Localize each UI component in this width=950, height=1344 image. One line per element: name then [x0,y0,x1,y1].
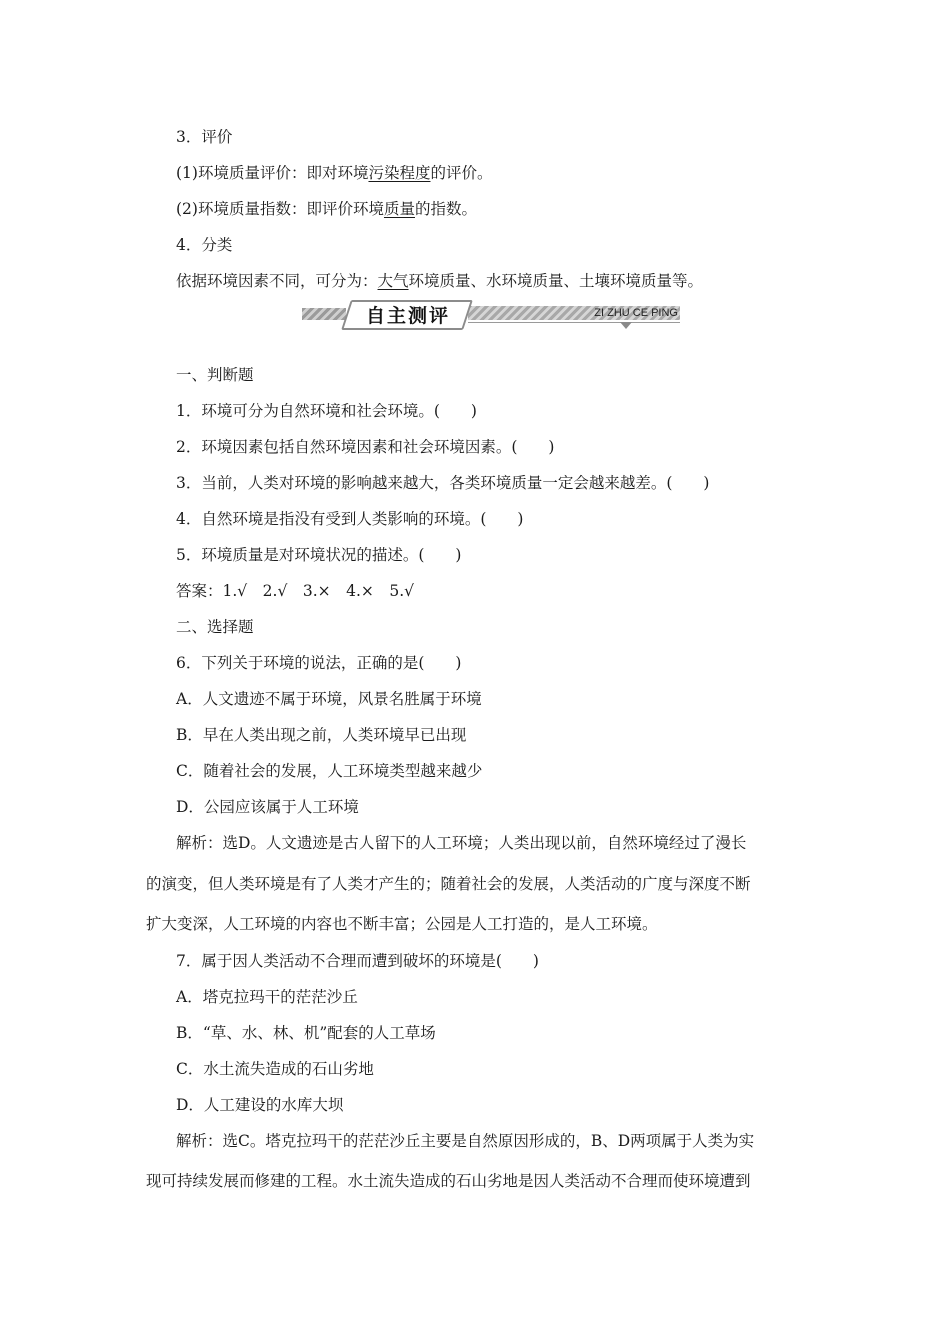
question-7-option-a: A．塔克拉玛干的茫茫沙丘 [176,988,358,1006]
section3-item2 [176,199,477,219]
question-7-explanation-2: 现可持续发展而修建的工程。水土流失造成的石山劣地是因人类活动不合理而使环境遭到 [146,1172,751,1190]
section4-text-blank: 大气 [377,272,409,290]
banner-baseline [468,322,680,323]
section3-item1-blank: 污染程度 [368,164,431,182]
question-6-stem: 6．下列关于环境的说法，正确的是( ) [176,654,462,672]
section3-item2-tail: 的指数。 [414,200,477,218]
part2-heading: 二、选择题 [176,618,254,636]
section-banner [302,300,680,330]
section3-item1-text: (1)环境质量评价：即对环境 [176,164,369,182]
banner-subtitle: ZI ZHU CE PING [594,307,678,319]
question-6-option-b: B．早在人类出现之前，人类环境早已出现 [176,726,467,744]
banner-title: 自主测评 [365,305,450,327]
chevron-down-icon [620,322,632,329]
question-6-option-a: A．人文遗迹不属于环境，风景名胜属于环境 [176,690,482,708]
section4-heading: 4．分类 [176,236,233,254]
question-6-explanation-1: 解析：选D。人文遗迹是古人留下的人工环境；人类出现以前，自然环境经过了漫长 [176,834,747,852]
question-6-option-c: C．随着社会的发展，人工环境类型越来越少 [176,762,483,780]
question-7-option-c: C．水土流失造成的石山劣地 [176,1060,374,1078]
question-7-stem: 7．属于因人类活动不合理而遭到破坏的环境是( ) [176,952,539,970]
question-7-option-d: D．人工建设的水库大坝 [176,1096,344,1114]
question-7-option-b: B．“草、水、林、机”配套的人工草场 [176,1024,436,1042]
section3-item1 [176,163,493,183]
question-3: 3．当前，人类对环境的影响越来越大，各类环境质量一定会越来越差。( ) [176,474,710,492]
question-6-option-d: D．公园应该属于人工环境 [176,798,359,816]
question-6-explanation-3: 扩大变深，人工环境的内容也不断丰富；公园是人工打造的，是人工环境。 [146,915,658,933]
section3-item2-blank: 质量 [383,200,415,218]
banner-left-stripe [302,308,346,320]
section3-item2-text: (2)环境质量指数：即评价环境 [176,200,384,218]
question-7-explanation-1: 解析：选C。塔克拉玛干的茫茫沙丘主要是自然原因形成的，B、D两项属于人类为实 [176,1132,755,1150]
section4-text [176,271,703,291]
question-6-explanation-2: 的演变，但人类环境是有了人类才产生的；随着社会的发展，人类活动的广度与深度不断 [146,875,751,893]
question-1: 1．环境可分为自然环境和社会环境。( ) [176,402,477,420]
question-2: 2．环境因素包括自然环境因素和社会环境因素。( ) [176,438,555,456]
section3-item1-tail: 的评价。 [430,164,493,182]
section4-text-lead: 依据环境因素不同，可分为： [176,272,378,290]
section4-text-tail: 环境质量、水环境质量、土壤环境质量等。 [408,272,704,290]
question-5: 5．环境质量是对环境状况的描述。( ) [176,546,462,564]
part1-heading: 一、判断题 [176,366,254,384]
answer-key: 答案：1.√ 2.√ 3.× 4.× 5.√ [176,582,415,600]
question-4: 4．自然环境是指没有受到人类影响的环境。( ) [176,510,524,528]
section3-heading: 3．评价 [176,128,233,146]
